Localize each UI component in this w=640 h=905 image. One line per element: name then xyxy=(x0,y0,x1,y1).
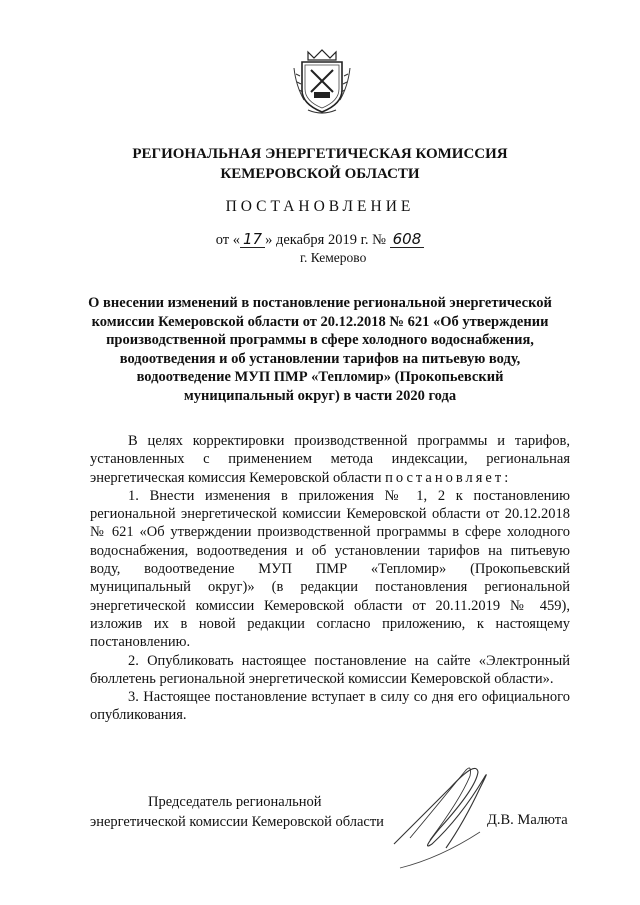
item-3-paragraph: 3. Настоящее постановление вступает в силу со дня его официального опубликования. xyxy=(90,689,570,724)
document-body xyxy=(90,432,570,725)
org-line-2: КЕМЕРОВСКОЙ ОБЛАСТИ xyxy=(220,166,420,182)
signer-role-line-2: энергетической комиссии Кемеровской области xyxy=(90,814,384,830)
document-number: 608 xyxy=(390,232,425,248)
intro-text: В целях корректировки производственной программы и тарифов, установленных с применением метода индексации, региональная энергетическая комиссия Кемеровской области xyxy=(90,433,570,486)
coat-of-arms-icon xyxy=(290,46,354,116)
signer-name: Д.В. Малюта xyxy=(487,812,568,828)
item-2-paragraph: 2. Опубликовать настоящее постановление на сайте «Электронный бюллетень региональной энергетической комиссии Кемеровской области». xyxy=(90,652,570,687)
document-type: ПОСТАНОВЛЕНИЕ xyxy=(225,198,415,215)
signer-role-line-1: Председатель региональной xyxy=(148,794,322,810)
date-day: 17 xyxy=(240,232,265,248)
document-date xyxy=(0,232,640,249)
item-1-paragraph: 1. Внести изменения в приложения № 1, 2 к постановлению региональной энергетической комиссии Кемеровской области от 20.12.2018 № 621 «Об утверждении производственной программы в сфере холодного водоснабжения, водоотведения и об установлении тарифов на питьевую воду, водоотведение МУП ПМР «Тепломир» (Прокопьевский муниципальный округ)» (в редакции постановления региональной энергетической комиссии Кемеровской области от 20.11.2019 № 459), изложив их в новой редакции согласно приложению, к настоящему постановлению. xyxy=(90,487,570,651)
intro-verb: постановляет: xyxy=(385,469,512,486)
org-line-1: РЕГИОНАЛЬНАЯ ЭНЕРГЕТИЧЕСКАЯ КОМИССИЯ xyxy=(132,146,508,162)
intro-paragraph xyxy=(90,432,570,487)
organization-title xyxy=(60,144,580,184)
date-prefix: от « xyxy=(215,232,240,248)
document-subject: О внесении изменений в постановление региональной энергетической комиссии Кемеровской области от 20.12.2018 № 621 «Об утверждении производственной программы в сфере холодного водоснабжения, водоотведения и об установлении тарифов на питьевую воду, водоотведение МУП ПМР «Тепломир» (Прокопьевский муниципальный округ) в части 2020 года xyxy=(88,295,552,404)
signer-role xyxy=(90,792,384,832)
document-city: г. Кемерово xyxy=(300,250,367,265)
handwritten-signature xyxy=(380,748,500,878)
date-middle: » декабря 2019 г. № xyxy=(265,232,386,248)
